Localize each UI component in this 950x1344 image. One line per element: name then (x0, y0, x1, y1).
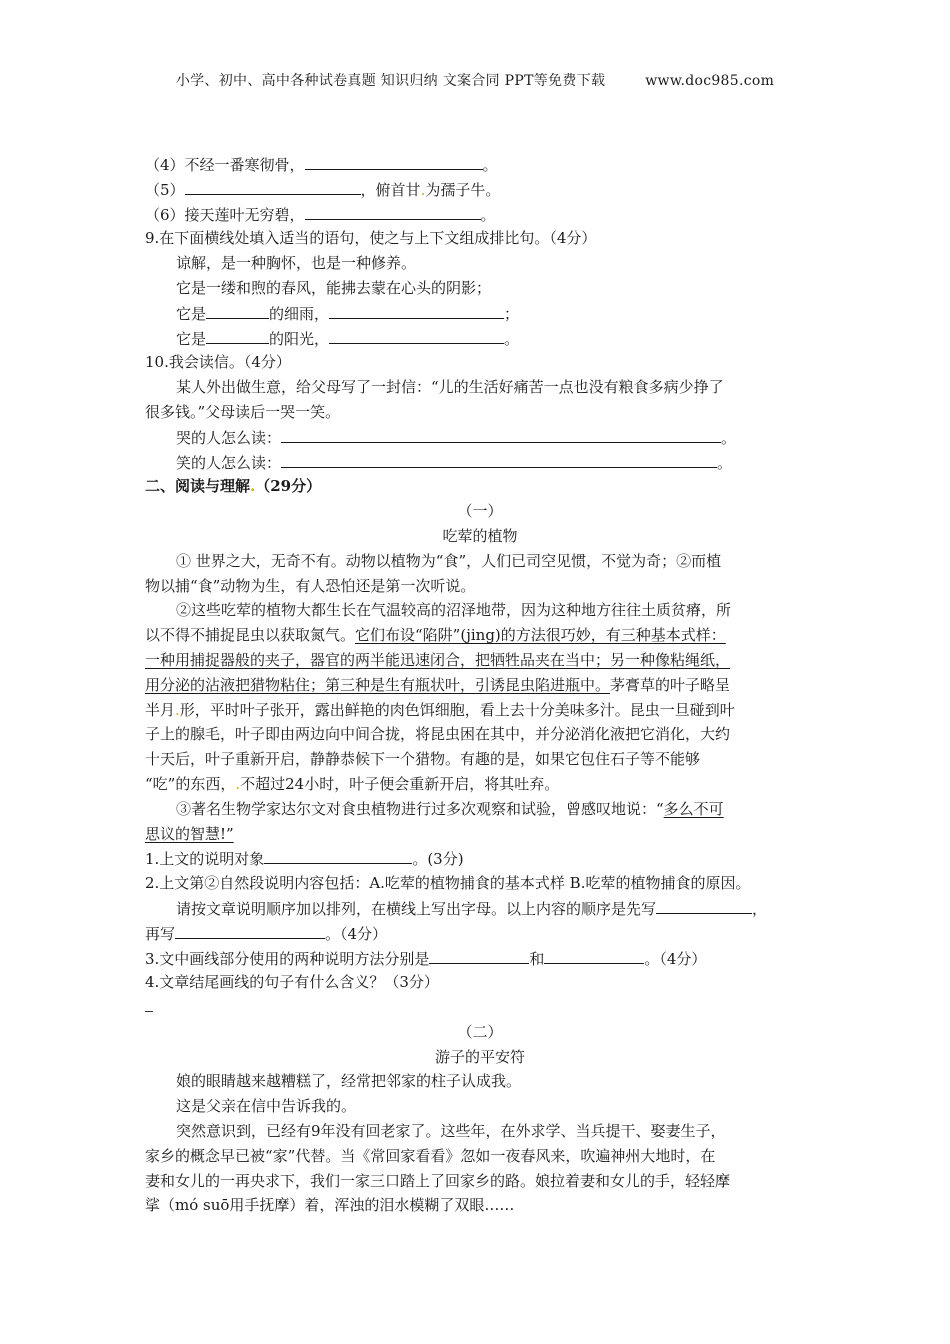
passage-2-line: 这是父亲在信中告诉我的。 (176, 1097, 357, 1116)
q8-l5-text-a: ，俯首甘 (360, 180, 421, 199)
answer-blank[interactable] (206, 301, 269, 319)
section-2-title (145, 474, 815, 499)
q8-l4-prompt: （4）不经一番寒彻骨， (145, 156, 305, 174)
question-2-line-3 (145, 921, 815, 946)
q10-title: 10.我会读信。（4分） (145, 353, 291, 372)
q10-laugh-label: 笑的人怎么读： (176, 453, 282, 472)
passage-1-text: 形，平时叶子张开，露出鲜艳的肉色饵细胞，看上去十分美味多汁。昆虫一旦碰到叶 (179, 700, 735, 719)
answer-blank[interactable] (305, 202, 481, 220)
q10-para-2: 很多钱。”父母读后一哭一笑。 (145, 402, 341, 421)
page-header (0, 70, 950, 90)
underlined-text: 一种用捕捉器般的夹子，器官的两半能迅速闭合，把牺牲品夹在当中；另一种像粘绳纸， (145, 650, 731, 669)
question-4: 4.文章结尾画线的句子有什么含义？（3分） (145, 973, 439, 992)
passage-1-number: （一） (457, 502, 503, 521)
passage-2-title: 游子的平安符 (434, 1047, 525, 1066)
answer-blank[interactable] (185, 177, 361, 195)
q3-and: 和 (529, 949, 545, 968)
underlined-text: 用分泌的沾液把猎物粘住；第三种是生有瓶状叶，引诱昆虫陷进瓶中。 (145, 675, 611, 694)
passage-1-line: ②这些吃荤的植物大都生长在气温较高的沼泽地带，因为这种地方往往土质贫瘠，所 (176, 601, 732, 620)
question-1 (145, 846, 815, 871)
answer-space[interactable] (145, 995, 815, 1020)
passage-1-line (145, 673, 815, 698)
header-text: 小学、初中、高中各种试卷真题 知识归纳 文案合同 PPT等免费下载 (175, 73, 606, 89)
passage-2-line: 突然意识到，已经有9年没有回老家了。这些年，在外求学、当兵提干、娶妻生子， (176, 1122, 726, 1141)
q2-points: 。（4分） (325, 924, 388, 943)
q10-cry-line (145, 425, 815, 450)
q10-para-1: 某人外出做生意，给父母写了一封信：“儿的生活好痛苦一点也没有粮食多病少挣了 (176, 378, 724, 397)
q10-laugh-line (145, 450, 815, 475)
answer-blank[interactable] (329, 326, 504, 344)
passage-1-line: 十天后，叶子重新开启，静静恭候下一个猎物。有趣的是，如果它包住石子等不能够 (145, 750, 701, 769)
mark-dot: . (250, 477, 256, 496)
q2-comma: ， (752, 899, 768, 918)
answer-blank[interactable] (429, 946, 529, 964)
answer-blank[interactable] (264, 846, 412, 864)
q10-cry-end: 。 (721, 428, 737, 447)
passage-1-text: ③著名生物学家达尔文对食虫植物进行过多次观察和试验，曾感叹地说：“ (176, 799, 664, 818)
passage-1-line: 子上的腺毛，叶子即由两边向中间合拢，将昆虫困在其中，并分泌消化液把它消化，大约 (145, 725, 731, 744)
question-3 (145, 946, 815, 971)
answer-blank[interactable] (305, 152, 483, 170)
underlined-text: 它们布设“陷阱”(jing)的方法很巧妙，有三种基本式样： (355, 626, 726, 645)
passage-1-line (145, 772, 815, 797)
header-site: www.doc985.com (645, 73, 775, 89)
passage-2-line: 家乡的概念早已被“家”代替。当《常回家看看》忽如一夜春风来，吹遍神州大地时，在 (145, 1146, 716, 1165)
underlined-text: 思议的智慧!” (145, 824, 234, 843)
q2-then: 再写 (145, 924, 176, 943)
answer-blank[interactable] (656, 896, 752, 914)
question-2: 2.上文第②自然段说明内容包括：A.吃荤的植物捕食的基本式样 B.吃荤的植物捕食的原因。 (145, 874, 751, 893)
q3-points: 。（4分） (644, 949, 707, 968)
passage-1-text: 茅膏草的叶子略呈 (610, 675, 731, 694)
section-2-title-a: 二、阅读与理解 (145, 477, 251, 496)
q1-text: 1.上文的说明对象 (145, 850, 265, 869)
q9-line-1: 谅解，是一种胸怀，也是一种修养。 (176, 254, 417, 273)
passage-2-line: 挲（mó suō用手抚摩）着，浑浊的泪水模糊了双眼…… (145, 1196, 515, 1215)
section-2-title-b: （29分） (255, 477, 322, 496)
question-2-line-2 (145, 896, 815, 921)
q9-title: 9.在下面横线处填入适当的语句，使之与上下文组成排比句。（4分） (145, 229, 597, 248)
answer-blank[interactable] (175, 921, 325, 939)
q8-l5-text-b: 为孺子牛。 (425, 180, 501, 199)
q8-l4-end: 。 (482, 156, 498, 174)
passage-1-line: ① 世界之大，无奇不有。动物以植物为“食”，人们已司空见惯，不觉为奇；②而植 (176, 551, 722, 570)
q9-l3-a: 它是 (176, 304, 207, 323)
q9-line-3 (145, 301, 815, 326)
passage-1-line (145, 822, 815, 847)
q9-l4-a: 它是 (176, 329, 207, 348)
q8-l5-prompt: （5） (145, 180, 185, 199)
q9-line-4 (145, 326, 815, 351)
answer-blank[interactable] (281, 425, 721, 443)
passage-1-line: 物以捕“食”动物为生，有人恐怕还是第一次听说。 (145, 576, 476, 595)
q10-cry-label: 哭的人怎么读： (176, 428, 282, 447)
passage-2-line: 妻和女儿的一再央求下，我们一家三口踏上了回家乡的路。娘拉着妻和女儿的手，轻轻摩 (145, 1171, 731, 1190)
q10-laugh-end: 。 (717, 453, 733, 472)
q8-line-6 (145, 202, 815, 227)
passage-1-text: 半月 (145, 700, 176, 719)
q8-line-5 (145, 177, 815, 202)
answer-blank[interactable] (544, 946, 644, 964)
answer-blank[interactable] (329, 301, 504, 319)
passage-1-line (145, 797, 815, 822)
passage-2-line: 娘的眼睛越来越糟糕了，经常把邻家的柱子认成我。 (176, 1072, 522, 1091)
q9-line-2: 它是一缕和煦的春风，能拂去蒙在心头的阴影； (176, 278, 492, 297)
q9-l4-c: 。 (504, 329, 520, 348)
q8-line-4 (145, 152, 815, 177)
mark-dot: . (235, 774, 241, 793)
document-body (145, 152, 815, 1218)
q9-l3-b: 的细雨， (269, 304, 330, 323)
passage-1-title: 吃荤的植物 (442, 526, 518, 545)
answer-blank[interactable] (281, 450, 717, 468)
passage-1-text: 以不得不捕捉昆虫以获取氮气。 (145, 626, 356, 645)
q8-l6-end: 。 (480, 205, 496, 224)
q2-text: 请按文章说明顺序加以排列，在横线上写出字母。以上内容的顺序是先写 (176, 899, 657, 918)
q8-l6-prompt: （6）接天莲叶无穷碧， (145, 205, 305, 224)
q1-points: 。(3分) (412, 850, 464, 869)
q9-l3-c: ； (504, 304, 520, 323)
passage-2-number: （二） (457, 1022, 503, 1041)
passage-1-text: “吃”的东西， (145, 774, 236, 793)
q3-text: 3.文中画线部分使用的两种说明方法分别是 (145, 949, 430, 968)
passage-1-text: 不超过24小时，叶子便会重新开启，将其吐弃。 (240, 774, 560, 793)
passage-1-line (145, 648, 815, 673)
answer-dash-mark (145, 997, 153, 1012)
underlined-text: 多么不可 (663, 799, 724, 818)
passage-1-line (145, 698, 815, 723)
q9-l4-b: 的阳光， (269, 329, 330, 348)
answer-blank[interactable] (206, 326, 269, 344)
mark-dot: . (420, 180, 426, 199)
passage-1-line (145, 623, 815, 648)
mark-dot: . (175, 700, 180, 719)
